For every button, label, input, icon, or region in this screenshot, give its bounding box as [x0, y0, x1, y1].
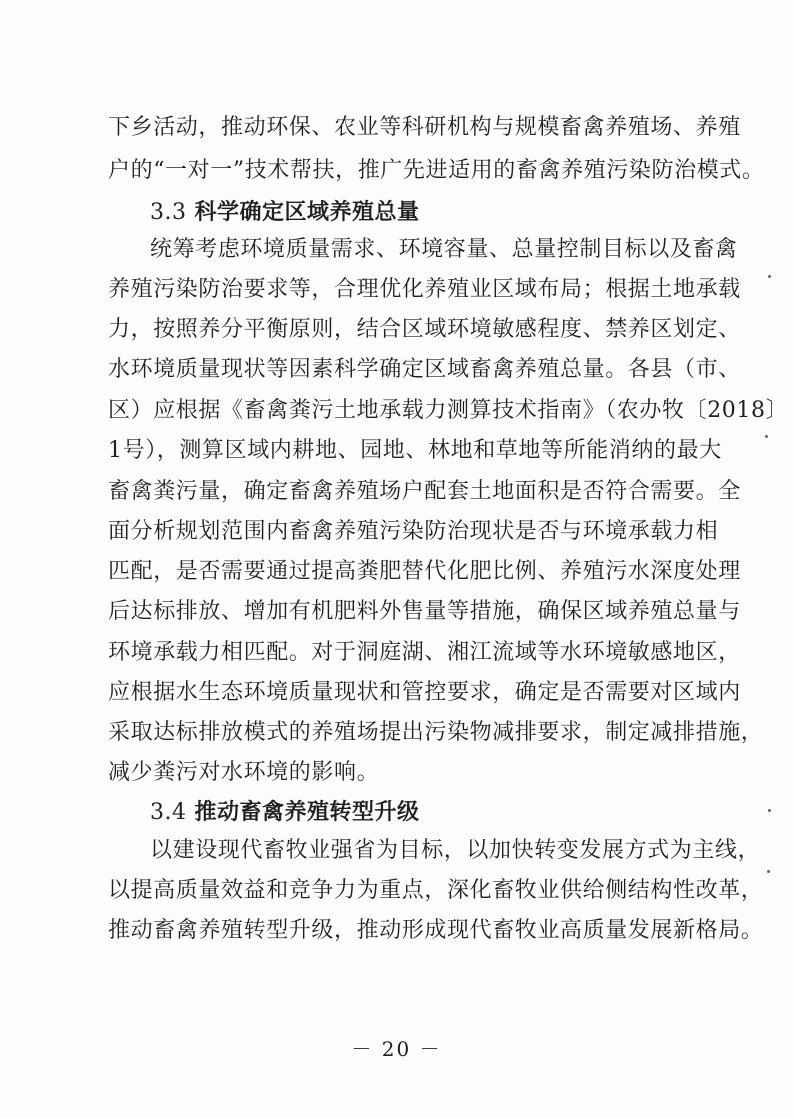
section-number: 3.3	[150, 200, 187, 225]
scan-speck	[767, 870, 770, 873]
section-number: 3.4	[150, 800, 187, 825]
section-title: 科学确定区域养殖总量	[194, 200, 420, 225]
paragraph-line: 水环境质量现状等因素科学确定区域畜禽养殖总量。各县（市、	[108, 357, 741, 382]
section-title: 推动畜禽养殖转型升级	[194, 800, 420, 825]
paragraph-line: 养殖污染防治要求等，合理优化养殖业区域布局；根据土地承载	[108, 277, 741, 302]
scan-speck	[765, 435, 768, 438]
paragraph-line: 后达标排放、增加有机肥料外售量等措施，确保区域养殖总量与	[108, 599, 741, 624]
paragraph-line: 应根据水生态环境质量现状和管控要求，确定是否需要对区域内	[108, 680, 741, 705]
paragraph-line: 采取达标排放模式的养殖场提出污染物减排要求，制定减排措施，	[108, 720, 764, 745]
paragraph-line: 统筹考虑环境质量需求、环境容量、总量控制目标以及畜禽	[150, 237, 738, 262]
scan-speck	[768, 809, 771, 812]
paragraph-line: 以提高质量效益和竞争力为重点，深化畜牧业供给侧结构性改革，	[108, 878, 764, 903]
section-heading-3-4	[150, 798, 420, 828]
paragraph-line: 下乡活动，推动环保、农业等科研机构与规模畜禽养殖场、养殖	[108, 115, 741, 140]
paragraph-line: 推动畜禽养殖转型升级，推动形成现代畜牧业高质量发展新格局。	[108, 918, 764, 943]
paragraph-line: 以建设现代畜牧业强省为目标，以加快转变发展方式为主线，	[150, 838, 761, 863]
paragraph-line: 区）应根据《畜禽粪污土地承载力测算技术指南》（农办牧〔2018〕	[108, 398, 789, 423]
page-number: － 20 －	[351, 1037, 442, 1061]
paragraph-line: 畜禽粪污量，确定畜禽养殖场户配套土地面积是否符合需要。全	[108, 479, 741, 504]
paragraph-line: 面分析规划范围内畜禽养殖污染防治现状是否与环境承载力相	[108, 519, 719, 544]
paragraph-line: 1号），测算区域内耕地、园地、林地和草地等所能消纳的最大	[108, 438, 722, 463]
scan-speck	[768, 275, 771, 278]
paragraph-line: 户的“一对一”技术帮扶，推广先进适用的畜禽养殖污染防治模式。	[108, 158, 765, 183]
section-heading-3-3	[150, 198, 420, 228]
paragraph-line: 环境承载力相匹配。对于洞庭湖、湘江流域等水环境敏感地区，	[108, 640, 741, 665]
paragraph-line: 力，按照养分平衡原则，结合区域环境敏感程度、禁养区划定、	[108, 317, 741, 342]
paragraph-line: 减少粪污对水环境的影响。	[108, 760, 380, 785]
paragraph-line: 匹配，是否需要通过提高粪肥替代化肥比例、养殖污水深度处理	[108, 559, 741, 584]
